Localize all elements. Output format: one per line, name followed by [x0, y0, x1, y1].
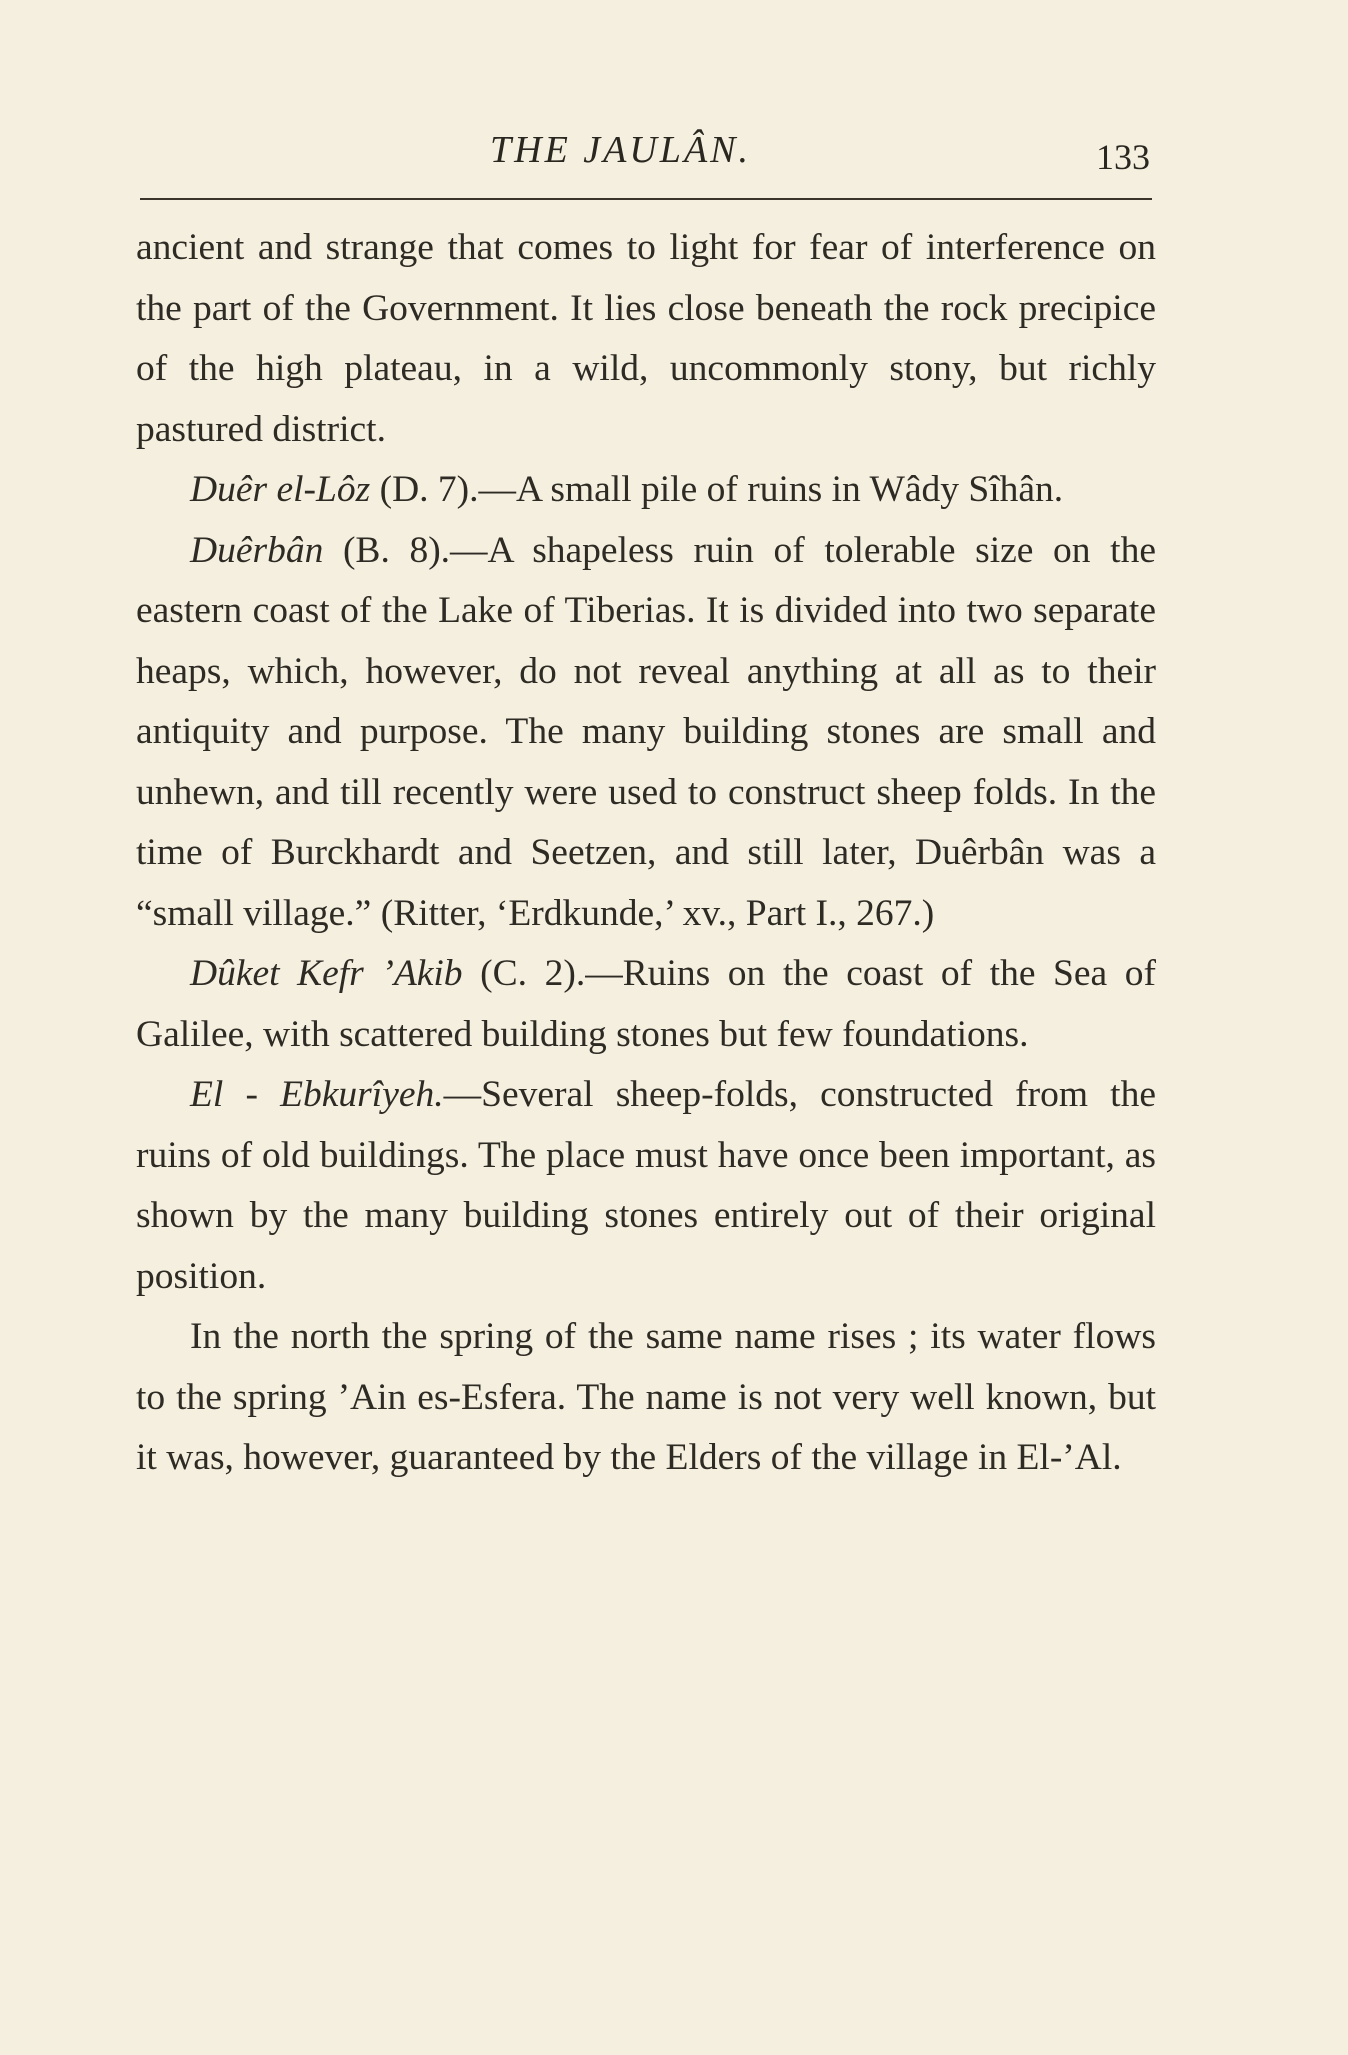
entry-term: Duêr el-Lôz	[190, 469, 371, 510]
entry-duket-kefr-akib	[136, 944, 1156, 1065]
paragraph-text: ancient and strange that comes to light for fear of interference on the part of the Government. It lies close beneath the rock precipice of the high plateau, in a wild, uncommonly stony, but richly pastured district.	[136, 227, 1156, 450]
entry-text: (B. 8).—A shapeless ruin of tolerable size on the eastern coast of the Lake of Tiberias. It is divided into two separate heaps, which, however, do not reveal anything at all as to their antiquity and purpose. The many building stones are small and unhewn, and till recently were used to construct sheep folds. In the time of Burckhardt and Seetzen, and still later, Duêrbân was a “small village.” (Ritter, ‘Erdkunde,’ xv., Part I., 267.)	[136, 529, 1156, 934]
entry-term: Duêrbân	[190, 529, 324, 571]
entry-text: (D. 7).—A small pile of ruins in Wâdy Sîhân.	[370, 469, 1064, 510]
entry-el-ebkuriyeh	[136, 1065, 1156, 1307]
header-rule	[140, 198, 1152, 200]
paragraph-continuation	[136, 218, 1156, 460]
running-head	[130, 128, 1150, 188]
paragraph-text: In the north the spring of the same name rises ; its water flows to the spring ’Ain es-Esfera. The name is not very well known, but it was, however, guaranteed by the Elders of the village in El-’Al.	[136, 1316, 1156, 1478]
entry-duerban	[136, 521, 1156, 945]
paragraph-spring	[136, 1307, 1156, 1489]
entry-term: Dûket Kefr ’Akib	[190, 953, 463, 994]
entry-text: (C. 2).—Ruins on the coast of the Sea of Galilee, with scattered building stones but few foundations.	[136, 953, 1156, 1055]
entry-term: El - Ebkurîyeh.	[190, 1074, 444, 1115]
entry-text: —Several sheep-folds, constructed from the ruins of old buildings. The place must have once been important, as shown by the many building stones entirely out of their original position.	[136, 1074, 1156, 1297]
page-number: 133	[1096, 137, 1150, 177]
body-text	[136, 218, 1156, 1489]
running-title: THE JAULÂN.	[490, 129, 751, 171]
entry-duer-el-loz	[136, 460, 1156, 521]
